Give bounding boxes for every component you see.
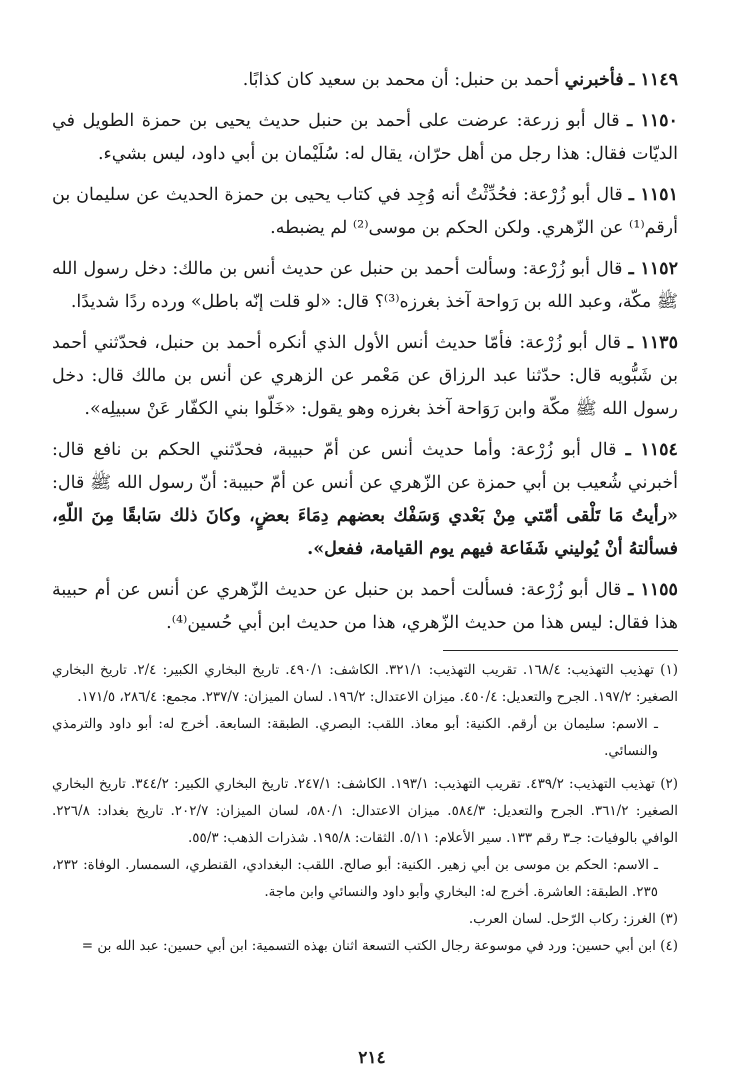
paragraph-1155	[52, 574, 678, 640]
hadith-number: ١١٥٢ ـ	[628, 259, 678, 279]
footnote-line: تهذيب التهذيب: ١٦٨/٤. تقريب التهذيب: ٣٢١/١. الكاشف: ٤٩٠/١. تاريخ البخاري الكبير:	[162, 662, 654, 678]
paragraph-text: قال أبو زُرْعة: وأما حديث أنس عن أمّ حبيبة، فحدّثني الحكم بن نافع قال: أخبرني شُعيب بن أبي حمزة عن الزّهري عن أنس عن أمّ حبيبة: أنّ رسول الله ﷺ قال:	[52, 440, 678, 493]
hadith-number: ١١٥٤ ـ	[625, 440, 678, 460]
hadith-quote: «رأيتُ مَا تَلْقى أمّتي مِنْ بَعْدي وَسَفْك بعضهم دِمَاءَ بعضٍ، وكانَ ذلك سَابقًا مِنَ اللّهِ، فسألتهُ أنْ يُوليني شَفَاعة فيهم يوم القيامة، ففعل».	[52, 506, 678, 559]
footnote-4	[52, 933, 678, 960]
paragraph-text: قال أبو زرعة: عرضت على أحمد بن حنبل حديث يحيى بن حمزة الطويل في الديّات فقال: هذا رجل من أهل حرّان، يقال له: سُلَيْمان بن أبي داود، ليس بشيء.	[52, 111, 678, 164]
footnote-subentry: ـ الاسم: سليمان بن أرقم. الكنية: أبو معاذ. اللقب: البصري. الطبقة: السابعة. أخرج له: أبو داود والترمذي والنسائي.	[52, 716, 658, 759]
paragraph-1135	[52, 327, 678, 426]
paragraph-text: قال أبو زُرْعة: فأمّا حديث أنس الأول الذي أنكره أحمد بن حنبل، فحدّثني أحمد بن شَبُّويه قال: حدّثنا عبد الرزاق عن مَعْمر عن الزهري عن أنس بن مالك قال: دخل رسول الله ﷺ مكّة وابن رَوَاحة آخذ بغرزه وهو يقول: «خَلّوا بني الكفّار عَنْ سبيلِه».	[52, 333, 678, 419]
footnote-number: (٤)	[660, 938, 678, 954]
footnote-subentry: ـ الاسم: الحكم بن موسى بن أبي زهير. الكنية: أبو صالح. اللقب: البغدادي، القنطري، السمسار. الوفاة: ٢٣٢، ٢٣٥. الطبقة: العاشرة. أخرج له: البخاري وأبو داود والنسائي وابن ماجة.	[52, 857, 658, 900]
paragraph-text: قال أبو زُرْعة: وسألت أحمد بن حنبل عن حديث أنس بن مالك: دخل رسول الله ﷺ مكّة، وعبد الله بن رَواحة آخذ بغرزه⁽³⁾؟ قال: «لو قلت إنّه باطل» ورده ردًا شديدًا.	[52, 259, 678, 312]
footnote-1	[52, 657, 678, 765]
footnote-number: (١)	[660, 662, 678, 678]
hadith-number: ١١٥١ ـ	[628, 185, 678, 205]
paragraph-1154	[52, 434, 678, 566]
paragraph-1150	[52, 105, 678, 171]
hadith-number: ١١٣٥ ـ	[627, 333, 678, 353]
footnote-divider	[443, 650, 678, 651]
footnote-line: ٢/٤. تاريخ البخاري الصغير: ١٩٧/٢. الجرح والتعديل: ٤٥٠/٤. ميزان الاعتدال: ١٩٦/٢. لسان الميزان: ٢٣٧/٧. مجمع: ٢٨٦/٤، ١٧١/٥.	[52, 662, 678, 705]
footnote-number: (٣)	[660, 911, 678, 927]
footnote-2	[52, 771, 678, 906]
footnote-line: ٣٤٤/٢. تاريخ البخاري الصغير: ٣٦١/٢. الجرح والتعديل: ٥٨٤/٣. ميزان الاعتدال: ٥٨٠/١، لسان الميزان: ٢٠٢/٧. تاريخ بغداد: ٢٢٦/٨. الوافي بالوفيات: جـ٣ رقم ١٣٣. سير الأعلام: ٥/١١. الثقات: ١٩٥/٨. شذرات الذهب: ٥٥/٣.	[52, 776, 678, 846]
paragraph-1151	[52, 179, 678, 245]
paragraph-text: أحمد بن حنبل: أن محمد بن سعيد كان كذابًا.	[242, 70, 560, 90]
paragraph-1152	[52, 253, 678, 319]
paragraph-text: قال أبو زُرْعة: فسألت أحمد بن حنبل عن حديث الزّهري عن أنس عن أم حبيبة هذا فقال: ليس هذا من حديث الزّهري، هذا من حديث ابن أبي حُسين⁽⁴⁾.	[52, 580, 678, 633]
footnote-line: الغرز: ركاب الرّحل. لسان العرب.	[468, 911, 656, 927]
hadith-number: ١١٥٠ ـ	[627, 111, 678, 131]
hadith-number: ١١٥٥ ـ	[628, 580, 678, 600]
page-number: ٢١٤	[358, 1048, 386, 1068]
hadith-number: ١١٤٩ ـ	[629, 70, 678, 90]
paragraph-1149	[52, 64, 678, 97]
footnote-number: (٢)	[660, 776, 679, 792]
footnote-line: تهذيب التهذيب: ٤٣٩/٢. تقريب التهذيب: ١٩٣/١. الكاشف: ٢٤٧/١. تاريخ البخاري الكبير:	[173, 776, 656, 792]
lead-word: فأخبرني	[564, 70, 624, 90]
paragraph-text: قال أبو زُرْعة: فحُدِّثْتُ أنه وُجِد في كتاب يحيى بن حمزة الحديث عن سليمان بن أرقم⁽¹⁾ عن الزّهري. ولكن الحكم بن موسى⁽²⁾ لم يضبطه.	[52, 185, 678, 238]
footnote-line: ابن أبي حسين: ورد في موسوعة رجال الكتب التسعة اثنان بهذه التسمية: ابن أبي حسين: عبد الله بن =	[81, 938, 656, 954]
footnote-3	[52, 906, 678, 933]
